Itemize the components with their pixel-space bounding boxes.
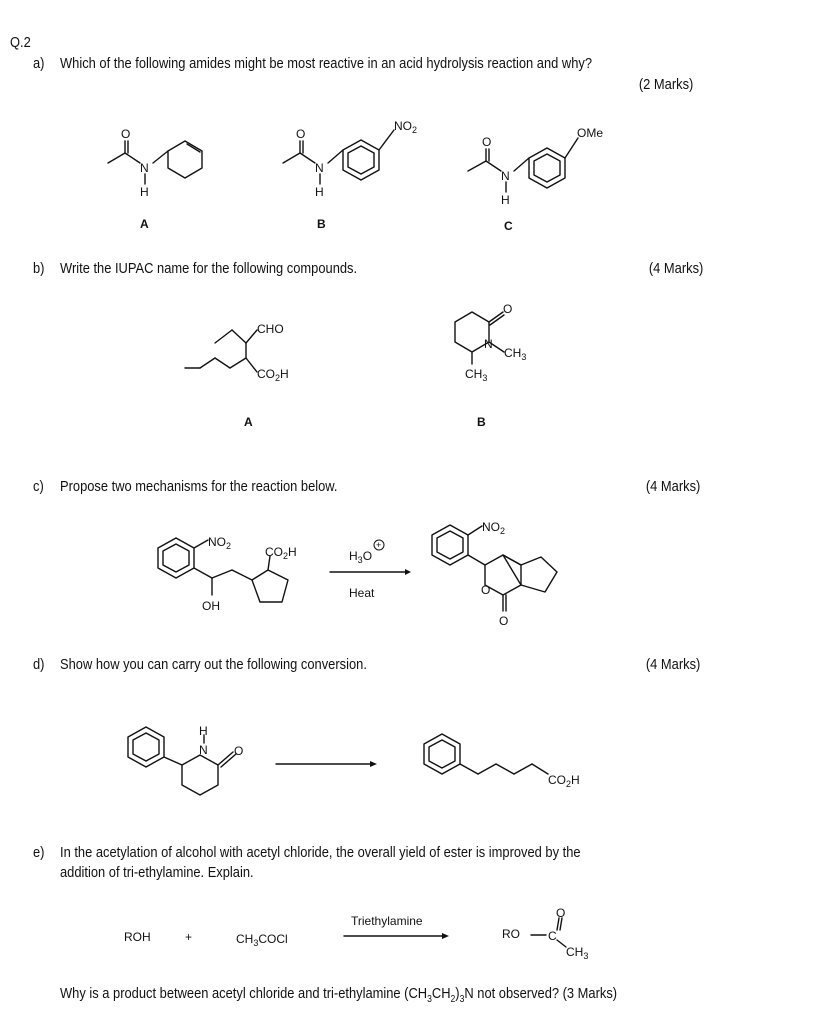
part-d-letter: d) (33, 656, 45, 673)
question-number: Q.2 (10, 34, 31, 51)
structure-c-amide-methoxyphenyl (468, 126, 603, 233)
a-compound-b-no2: $NO_2$ (394, 119, 418, 135)
structure-b-amide-nitrophenyl (283, 119, 417, 231)
structure-c-reactant (158, 535, 297, 613)
part-b-marks: (4 Marks) (648, 260, 703, 277)
e-product-ro: RO (502, 927, 520, 941)
c-product-ring-o: O (481, 583, 491, 597)
part-a-text: Which of the following amides might be most reactive in an acid hydrolysis reaction and why? (60, 55, 593, 72)
part-a-marks: (2 Marks) (638, 76, 693, 93)
part-c-marks: (4 Marks) (645, 478, 700, 495)
a-compound-b-n: N (315, 161, 324, 175)
structure-d-start (128, 724, 243, 795)
a-label-c: C (504, 219, 513, 233)
b-a-co2h: $CO_2H$ (257, 367, 289, 383)
a-compound-c-ome: OMe (577, 126, 604, 140)
part-c-text: Propose two mechanisms for the reaction below. (60, 478, 338, 495)
e-product-c: C (548, 929, 557, 943)
part-a-letter: a) (33, 55, 45, 72)
a-compound-a-n: N (140, 161, 149, 175)
structure-b-b-methyl-lactam (455, 302, 526, 429)
c-reactant-no2: $NO_2$ (208, 535, 232, 551)
reaction-e (124, 906, 588, 961)
d-start-h: H (199, 724, 208, 738)
part-e-letter: e) (33, 844, 45, 861)
b-label-b: B (477, 415, 486, 429)
c-reagent-plus: + (376, 540, 382, 550)
b-b-o: O (503, 302, 513, 316)
part-b-letter: b) (33, 260, 45, 277)
e-plus: + (185, 930, 193, 944)
d-start-n: N (199, 743, 208, 757)
structure-d-product (424, 734, 580, 789)
c-reagent-h3o: $H_3O$ (349, 549, 373, 565)
structure-a-amide-cyclohexenyl (108, 127, 202, 231)
part-d-marks: (4 Marks) (645, 656, 700, 673)
b-label-a: A (244, 415, 253, 429)
structure-c-product (432, 520, 557, 628)
d-product-co2h: $CO_2H$ (548, 773, 580, 789)
c-reactant-co2h: $CO_2H$ (265, 545, 297, 561)
part-e-question: Why is a product between acetyl chloride and tri-ethylamine $(CH_3CH_2)_3N$ not observed? (3 Marks) (60, 985, 618, 1005)
e-product-o: O (556, 906, 566, 920)
e-reactant-acetyl-chloride: $CH_3COCl$ (236, 932, 288, 948)
e-product-ch3: $CH_3$ (566, 945, 589, 961)
a-compound-c-h: H (501, 193, 510, 207)
structure-b-a-aldehyde-acid (185, 322, 289, 429)
c-product-no2: $NO_2$ (482, 520, 506, 536)
a-label-b: B (317, 217, 326, 231)
part-b-text: Write the IUPAC name for the following compounds. (60, 260, 358, 277)
a-compound-b-h: H (315, 185, 324, 199)
a-compound-a-o: O (121, 127, 131, 141)
a-compound-c-o: O (482, 135, 492, 149)
reaction-c-conditions (330, 540, 411, 600)
c-reactant-oh: OH (202, 599, 220, 613)
part-e-text-line1: In the acetylation of alcohol with acetyl chloride, the overall yield of ester is improved by the (60, 844, 581, 861)
part-c-letter: c) (33, 478, 44, 495)
d-start-o: O (234, 744, 244, 758)
reaction-d-arrow (276, 761, 377, 767)
e-reactant-roh: ROH (124, 930, 151, 944)
c-condition-heat: Heat (349, 586, 375, 600)
b-b-n: N (484, 337, 493, 351)
a-compound-c-n: N (501, 169, 510, 183)
b-b-c-ch3: $CH_3$ (465, 367, 488, 383)
c-product-carbonyl-o: O (499, 614, 509, 628)
a-compound-b-o: O (296, 127, 306, 141)
b-b-n-ch3: $CH_3$ (504, 346, 527, 362)
part-e-text-line2: addition of tri-ethylamine. Explain. (60, 864, 254, 881)
b-a-cho: CHO (257, 322, 284, 336)
part-d-text: Show how you can carry out the following conversion. (60, 656, 367, 673)
a-label-a: A (140, 217, 149, 231)
e-reagent-triethylamine: Triethylamine (351, 914, 423, 928)
a-compound-a-h: H (140, 185, 149, 199)
